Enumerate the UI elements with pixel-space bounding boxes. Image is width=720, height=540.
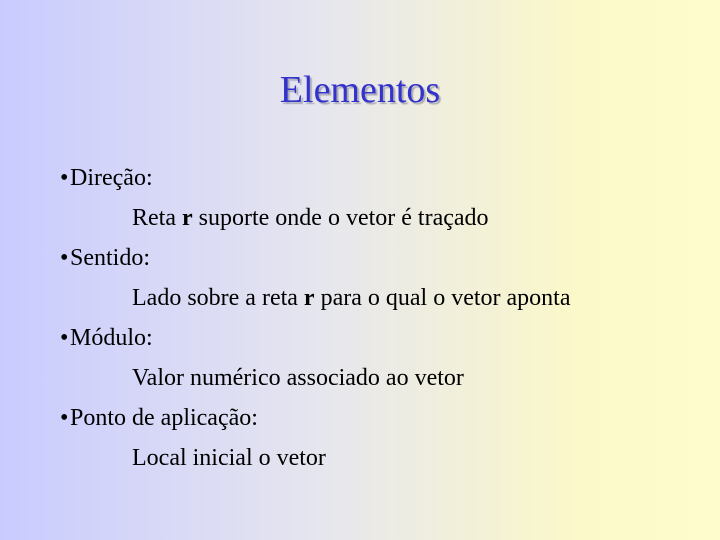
detail-text: para o qual o vetor aponta [314, 285, 571, 311]
bullet-label: Direção: [70, 165, 153, 191]
slide-title: Elementos [279, 69, 441, 111]
detail-bold: r [181, 205, 193, 231]
bullet-label: Módulo: [70, 325, 153, 351]
bullet-icon: • [60, 325, 69, 351]
bullet-item-modulo [60, 318, 700, 358]
bullet-detail-direcao [60, 198, 700, 238]
detail-bold: r [303, 285, 315, 311]
bullet-item-ponto-aplicacao [60, 398, 700, 438]
bullet-icon: • [60, 245, 69, 271]
bullet-detail-sentido [60, 278, 700, 318]
detail-text: Lado sobre a reta [132, 285, 304, 311]
bullet-icon: • [60, 405, 69, 431]
bullet-detail-modulo [60, 358, 700, 398]
detail-text: Local inicial o vetor [132, 445, 326, 471]
bullet-label: Sentido: [70, 245, 151, 271]
detail-text: suporte onde o vetor é traçado [192, 205, 489, 231]
detail-text: Valor numérico associado ao vetor [132, 365, 464, 391]
detail-text: Reta [132, 205, 182, 231]
bullet-list [60, 158, 700, 478]
bullet-item-sentido [60, 238, 700, 278]
bullet-detail-ponto-aplicacao [60, 438, 700, 478]
bullet-icon: • [60, 165, 69, 191]
bullet-label: Ponto de aplicação: [70, 405, 258, 431]
bullet-item-direcao [60, 158, 700, 198]
